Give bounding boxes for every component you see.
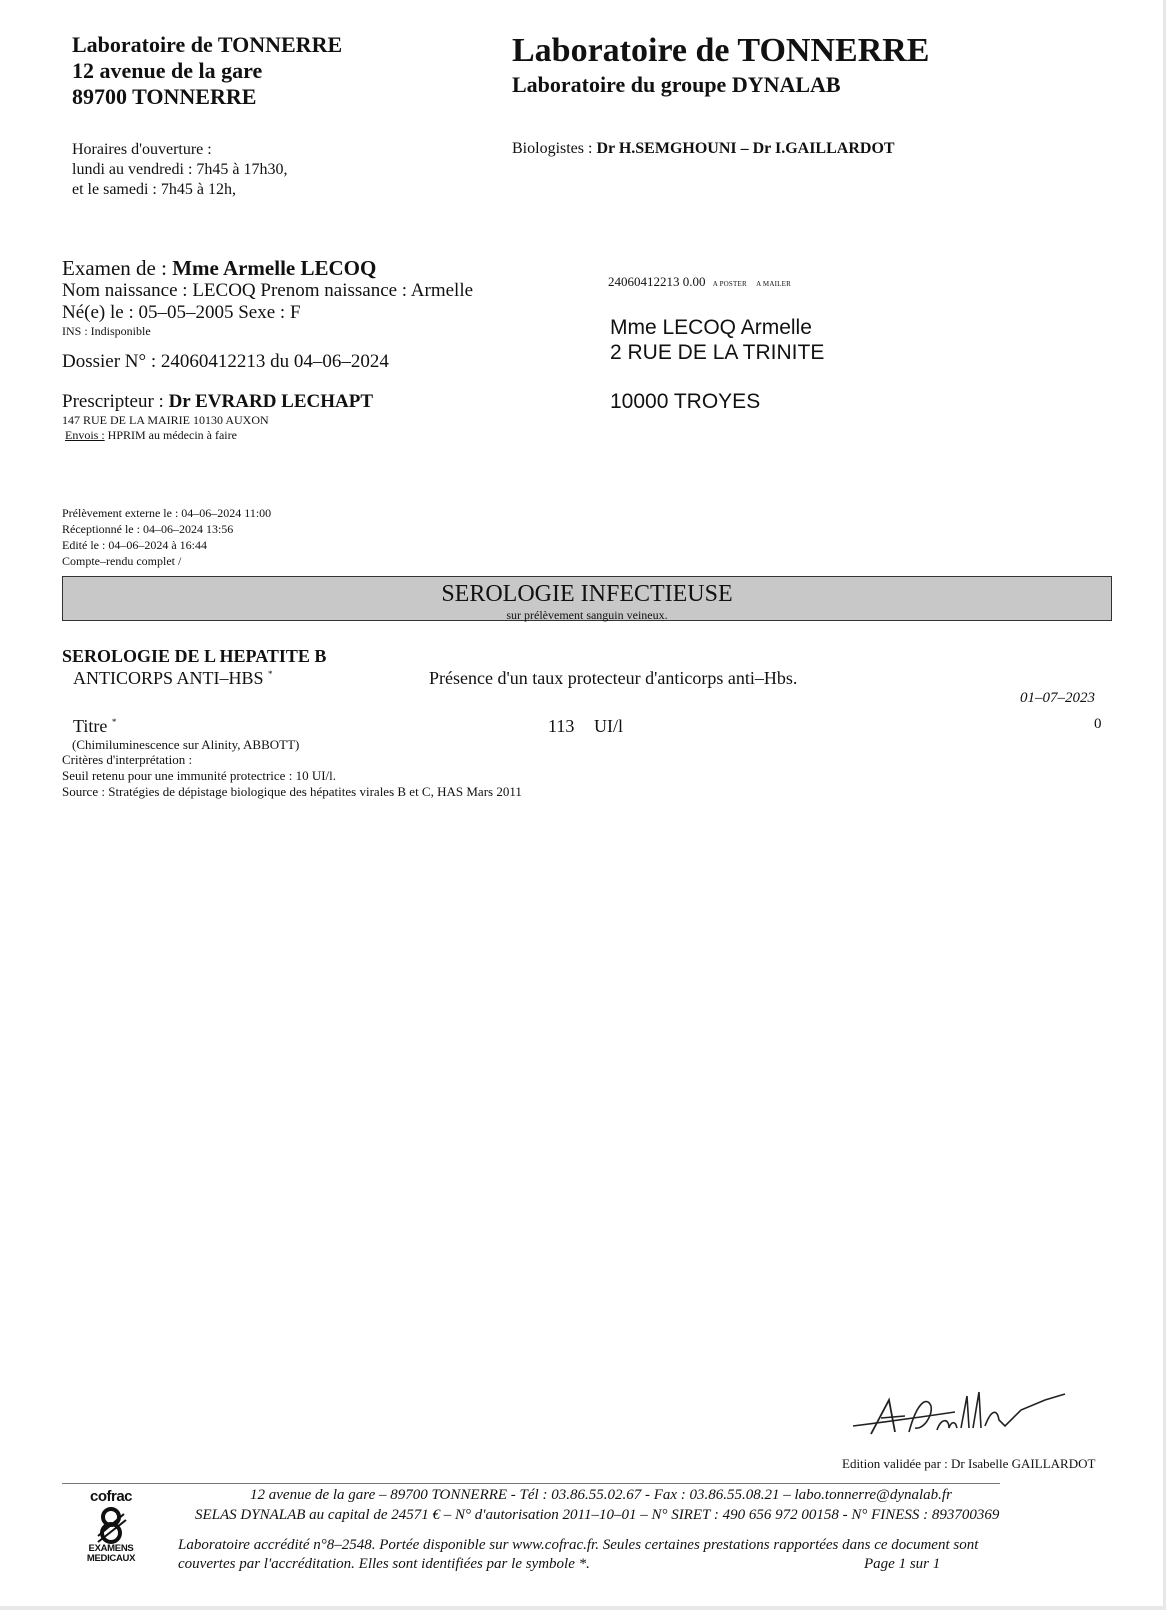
lab-name-right: Laboratoire de TONNERRE (512, 32, 930, 69)
hours-weekday: lundi au vendredi : 7h45 à 17h30, (72, 161, 288, 178)
criteria-source: Source : Stratégies de dépistage biologique des hépatites virales B et C, HAS Mars 2011 (62, 784, 522, 799)
section-header (62, 576, 1112, 621)
titre-label: Titre (73, 716, 108, 736)
flag-post: A POSTER (712, 280, 747, 288)
footer-accreditation-1: Laboratoire accrédité n°8–2548. Portée disponible sur www.cofrac.fr. Seules certaines prestations rapportées dans ce document sont (178, 1537, 979, 1553)
mailing-line-1: Mme LECOQ Armelle (610, 316, 812, 339)
birth-names: Nom naissance : LECOQ Prenom naissance : Armelle (62, 280, 474, 301)
mailing-code: 24060412213 0.00 (608, 274, 706, 289)
patient-block (62, 256, 473, 443)
prescriber-address: 147 RUE DE LA MAIRIE 10130 AUXON (62, 413, 269, 427)
compte-rendu-status: Compte–rendu complet / (62, 554, 182, 568)
page-number: Page 1 sur 1 (864, 1556, 941, 1572)
mailing-address (610, 315, 824, 414)
envois-line (62, 428, 473, 443)
cofrac-logo (86, 1488, 136, 1578)
date-prelevement: Prélèvement externe le : 04–06–2024 11:00 (62, 506, 272, 520)
result-comment: Présence d'un taux protecteur d'anticorps anti–Hbs. (429, 668, 798, 688)
mailing-line-2: 2 RUE DE LA TRINITE (610, 341, 825, 364)
assay-method: (Chimiluminescence sur Alinity, ABBOTT) (72, 737, 300, 752)
mailing-line-3: 10000 TROYES (610, 390, 761, 413)
criteria-threshold: Seuil retenu pour une immunité protectrice : 10 UI/l. (62, 768, 337, 783)
lab-group: Laboratoire du groupe DYNALAB (512, 72, 841, 97)
footer-address: 12 avenue de la gare – 89700 TONNERRE - Tél : 03.86.55.02.67 - Fax : 03.86.55.08.21 – labo.tonnerre@dynalab.fr (250, 1487, 952, 1503)
exam-line (62, 256, 473, 280)
envois-label: Envois : (65, 428, 105, 442)
patient-name: Mme Armelle LECOQ (172, 256, 377, 280)
birth-sex: Né(e) le : 05–05–2005 Sexe : F (62, 302, 301, 323)
titre-previous-value: 0 (1094, 716, 1102, 732)
cofrac-sub-2: MEDICAUX (86, 1553, 136, 1564)
biologists-label: Biologistes : (512, 140, 593, 157)
footer-legal: SELAS DYNALAB au capital de 24571 € – N° d'autorisation 2011–10–01 – N° SIRET : 490 656 972 00158 - N° FINESS : 893700369 (195, 1507, 1000, 1523)
prescriber-name: Dr EVRARD LECHAPT (168, 391, 374, 412)
mailing-code-line (608, 274, 791, 290)
dossier-number: Dossier N° : 24060412213 du 04–06–2024 (62, 351, 389, 372)
ins-status: INS : Indisponible (62, 324, 151, 338)
titre-unit: UI/l (594, 716, 623, 736)
lab-address-block (72, 32, 342, 110)
titre-value: 113 (548, 716, 575, 736)
sample-dates (62, 505, 271, 569)
flag-mail: A MAILER (756, 280, 791, 288)
exam-label: Examen de : (62, 256, 167, 280)
interpretation-criteria (62, 752, 522, 800)
prescriber-label: Prescripteur : (62, 391, 164, 412)
cofrac-emblem-icon (92, 1506, 130, 1544)
accreditation-asterisk: * (268, 669, 273, 679)
footer-accreditation-2: couvertes par l'accréditation. Elles sont identifiées par le symbole *. (178, 1556, 590, 1572)
cofrac-sub-1: EXAMENS (88, 1543, 134, 1554)
hours-label: Horaires d'ouverture : (72, 141, 212, 158)
criteria-title: Critères d'interprétation : (62, 752, 193, 767)
hours-saturday: et le samedi : 7h45 à 12h, (72, 181, 236, 198)
footer-divider (62, 1483, 1000, 1484)
biologists (512, 140, 895, 158)
result-group-title: SEROLOGIE DE L HEPATITE B (62, 646, 327, 666)
cofrac-subtitle (86, 1544, 136, 1564)
section-title: SEROLOGIE INFECTIEUSE (441, 581, 733, 607)
lab-name-left: Laboratoire de TONNERRE (72, 32, 343, 57)
lab-street: 12 avenue de la gare (72, 58, 263, 83)
cofrac-name: cofrac (89, 1488, 133, 1505)
opening-hours (72, 140, 288, 200)
signature-image (845, 1382, 1105, 1452)
titre-label-line (73, 716, 116, 737)
date-edite: Edité le : 04–06–2024 à 16:44 (62, 538, 207, 552)
biologists-names: Dr H.SEMGHOUNI – Dr I.GAILLARDOT (596, 140, 895, 157)
section-subtitle: sur prélèvement sanguin veineux. (506, 608, 668, 622)
titre-asterisk: * (111, 717, 117, 727)
date-reception: Réceptionné le : 04–06–2024 13:56 (62, 522, 234, 536)
envois-value: HPRIM au médecin à faire (104, 428, 237, 442)
test-name-line (73, 668, 273, 689)
lab-city: 89700 TONNERRE (72, 84, 257, 109)
previous-result-date: 01–07–2023 (1020, 690, 1095, 706)
prescriber-line (62, 391, 473, 413)
validated-by: Edition validée par : Dr Isabelle GAILLARDOT (842, 1456, 1096, 1471)
test-name: ANTICORPS ANTI–HBS (73, 668, 264, 688)
